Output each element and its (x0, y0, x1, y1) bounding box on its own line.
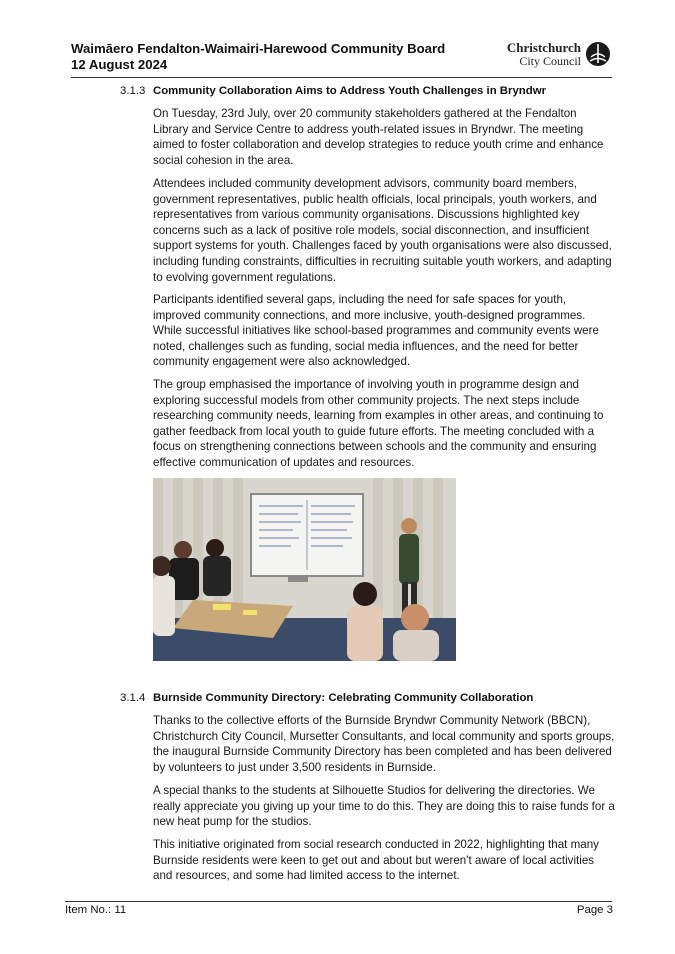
footer-divider (65, 901, 612, 902)
paragraph: Thanks to the collective efforts of the Burnside Bryndwr Community Network (BBCN), Christchurch City Council, Mursetter Consultants, and local community and sports groups, the inaugural Burnside Community Directory has been completed and has been delivered by volunteers to just under 3,500 residents in Burnside. (153, 714, 615, 774)
logo-text-line2: City Council (519, 54, 581, 68)
meeting-date: 12 August 2024 (71, 57, 168, 72)
paragraph: This initiative originated from social research conducted in 2022, highlighting that many Burnside residents were keen to get out and about but weren't aware of local activities and resources, and some had limited access to the internet. (153, 838, 599, 883)
page-number: Page 3 (576, 904, 613, 916)
section-title: Burnside Community Directory: Celebrating Community Collaboration (153, 692, 534, 704)
paragraph: A special thanks to the students at Silhouette Studios for delivering the directories. We really appreciate you giving up your time to do this. They are doing this to raise funds for a new heat pump for the studios. (153, 784, 615, 829)
item-number: Item No.: 11 (65, 904, 127, 916)
meeting-photo (153, 478, 456, 661)
paragraph: Attendees included community development advisors, community board members, government representatives, public health officials, local principals, youth workers, and representatives from various community organisations. Discussions highlighted key concerns such as a lack of positive role models, social disconnection, and insufficient support systems for youth. Challenges faced by youth organisations were also discussed, including funding constraints, difficulties in recruiting suitable youth workers, and adapting to evolving government regulations. (153, 177, 612, 284)
page-header (71, 41, 611, 77)
section-number: 3.1.3 (120, 85, 146, 97)
logo-text-line1: Christchurch (506, 40, 581, 55)
section-title: Community Collaboration Aims to Address Youth Challenges in Bryndwr (153, 85, 547, 97)
council-logo (501, 41, 611, 69)
section-number: 3.1.4 (120, 692, 146, 704)
header-divider (71, 77, 612, 78)
paragraph: Participants identified several gaps, including the need for safe spaces for youth, improved community connections, and more inclusive, youth-designed programmes. While successful initiatives like school-based programmes and community events were noted, challenges such as funding, social media influences, and the need for better community engagement were also acknowledged. (153, 293, 599, 369)
paragraph: The group emphasised the importance of involving youth in programme design and exploring successful models from other community projects. The next steps include researching community needs, learning from examples in other areas, and continuing to gather feedback from local youth to guide future efforts. The meeting concluded with a focus on strengthening connections between schools and the community and ensuring effective communication of updates and resources. (153, 378, 604, 469)
council-emblem-icon (585, 41, 611, 67)
paragraph: On Tuesday, 23rd July, over 20 community stakeholders gathered at the Fendalton Library and Service Centre to address youth-related issues in Bryndwr. The meeting aimed to foster collaboration and develop strategies to reduce youth crime and enhance social cohesion in the area. (153, 107, 604, 167)
board-name: Waimāero Fendalton-Waimairi-Harewood Community Board (71, 41, 446, 56)
